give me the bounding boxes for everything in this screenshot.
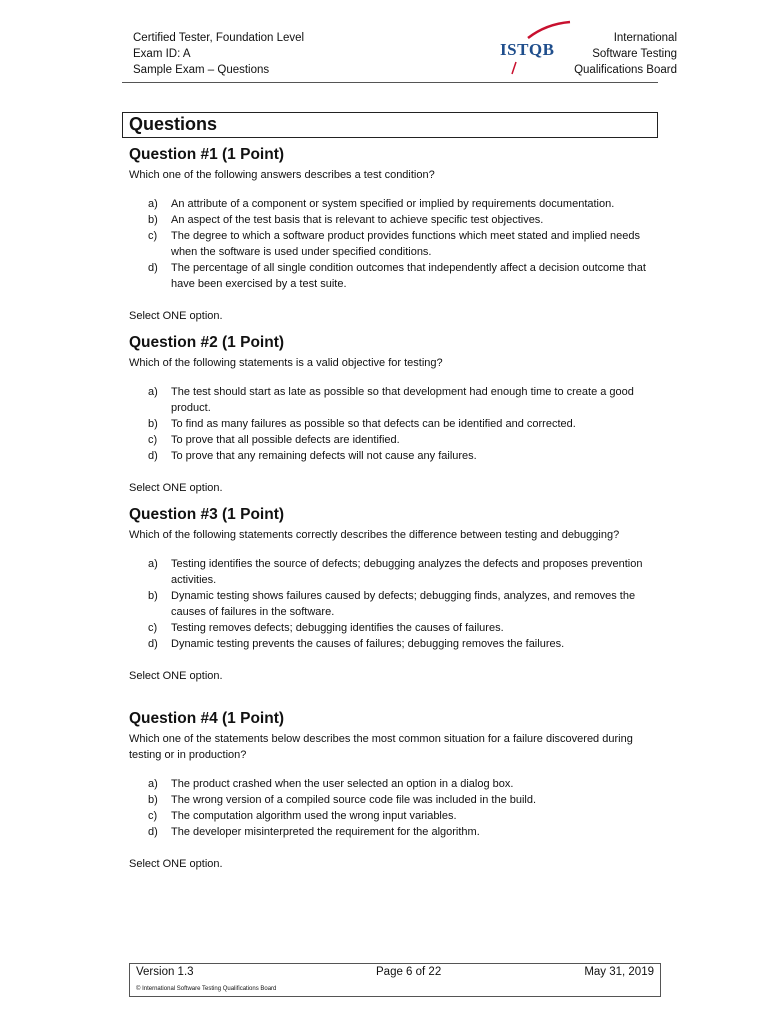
question-4-option-b — [148, 792, 659, 808]
footer-version: Version 1.3 — [136, 966, 194, 978]
header-line-software-testing: Software Testing — [592, 48, 677, 60]
option-text: The computation algorithm used the wrong input variables. — [171, 810, 457, 822]
section-heading-box — [122, 112, 658, 138]
page-footer — [129, 963, 661, 997]
question-3-options — [148, 556, 659, 652]
option-text: The wrong version of a compiled source code file was included in the build. — [171, 794, 537, 806]
question-3-title: Question #3 (1 Point) — [129, 506, 285, 523]
question-1-text: Which one of the following answers describes a test condition? — [129, 169, 435, 181]
option-text: Testing identifies the source of defects; debugging analyzes the defects and proposes prevention activities. — [171, 558, 643, 586]
option-text: To prove that all possible defects are identified. — [171, 434, 400, 446]
option-label: a) — [148, 386, 158, 398]
question-2-option-c — [148, 432, 659, 448]
question-2-select-instruction: Select ONE option. — [129, 482, 223, 494]
footer-page-number: Page 6 of 22 — [376, 966, 442, 978]
header-line-qualifications-board: Qualifications Board — [574, 64, 677, 76]
question-4-text: Which one of the statements below describes the most common situation for a failure discovered during testing or in production? — [129, 733, 633, 761]
question-3 — [129, 505, 659, 684]
question-3-option-a — [148, 556, 659, 588]
option-text: The developer misinterpreted the requirement for the algorithm. — [171, 826, 480, 838]
option-label: a) — [148, 198, 158, 210]
header-line-sample-exam: Sample Exam – Questions — [133, 64, 270, 76]
option-label: d) — [148, 450, 158, 462]
option-text: The percentage of all single condition outcomes that independently affect a decision outcome that have been exercised by a test suite. — [171, 262, 646, 290]
option-text: Testing removes defects; debugging identifies the causes of failures. — [171, 622, 504, 634]
question-2 — [129, 333, 659, 496]
header-left — [133, 30, 304, 78]
question-1-options — [148, 196, 659, 292]
option-label: c) — [148, 230, 158, 242]
question-2-option-a — [148, 384, 659, 416]
option-label: d) — [148, 826, 158, 838]
question-4 — [129, 709, 659, 872]
question-4-option-a — [148, 776, 659, 792]
question-3-text: Which of the following statements correctly describes the difference between testing and debugging? — [129, 529, 620, 541]
header-divider — [122, 82, 658, 83]
header-line-exam-id: Exam ID: A — [133, 48, 191, 60]
option-label: c) — [148, 810, 158, 822]
question-2-title: Question #2 (1 Point) — [129, 334, 285, 351]
istqb-logo — [498, 20, 576, 80]
option-text: To prove that any remaining defects will not cause any failures. — [171, 450, 477, 462]
header-line-certified: Certified Tester, Foundation Level — [133, 32, 305, 44]
footer-date: May 31, 2019 — [584, 966, 654, 978]
option-text: To find as many failures as possible so that defects can be identified and corrected. — [171, 418, 576, 430]
option-text: The product crashed when the user selected an option in a dialog box. — [171, 778, 514, 790]
question-2-options — [148, 384, 659, 464]
question-2-text: Which of the following statements is a valid objective for testing? — [129, 357, 443, 369]
question-3-option-d — [148, 636, 659, 652]
question-2-option-b — [148, 416, 659, 432]
istqb-logo-text: ISTQB — [500, 40, 555, 59]
option-text: The degree to which a software product provides functions which meet stated and implied needs when the software is used under specified conditions. — [171, 230, 640, 258]
option-label: a) — [148, 778, 158, 790]
option-text: Dynamic testing shows failures caused by defects; debugging finds, analyzes, and removes the causes of failures in the software. — [171, 590, 636, 618]
question-2-option-d — [148, 448, 659, 464]
option-label: d) — [148, 262, 158, 274]
question-1-option-b — [148, 212, 659, 228]
option-text: An aspect of the test basis that is relevant to achieve specific test objectives. — [171, 214, 544, 226]
option-text: An attribute of a component or system specified or implied by requirements documentation. — [171, 198, 615, 210]
section-title: Questions — [129, 114, 218, 134]
question-4-select-instruction: Select ONE option. — [129, 858, 223, 870]
question-4-options — [148, 776, 659, 840]
option-label: a) — [148, 558, 158, 570]
header-line-international: International — [613, 32, 677, 44]
option-label: d) — [148, 638, 158, 650]
option-text: The test should start as late as possible so that development had enough time to create a good product. — [171, 386, 634, 414]
option-label: c) — [148, 622, 158, 634]
question-3-select-instruction: Select ONE option. — [129, 670, 223, 682]
question-3-option-c — [148, 620, 659, 636]
option-label: b) — [148, 214, 158, 226]
option-label: b) — [148, 590, 158, 602]
question-1-select-instruction: Select ONE option. — [129, 310, 223, 322]
question-1-option-d — [148, 260, 659, 292]
question-4-option-d — [148, 824, 659, 840]
question-1-title: Question #1 (1 Point) — [129, 146, 285, 163]
question-3-option-b — [148, 588, 659, 620]
header-right — [574, 30, 677, 78]
footer-copyright: © International Software Testing Qualifications Board — [136, 986, 277, 992]
question-1 — [129, 145, 659, 324]
option-label: b) — [148, 418, 158, 430]
question-1-option-a — [148, 196, 659, 212]
option-label: c) — [148, 434, 158, 446]
question-4-option-c — [148, 808, 659, 824]
option-text: Dynamic testing prevents the causes of failures; debugging removes the failures. — [171, 638, 565, 650]
question-4-title: Question #4 (1 Point) — [129, 710, 285, 727]
option-label: b) — [148, 794, 158, 806]
question-1-option-c — [148, 228, 659, 260]
